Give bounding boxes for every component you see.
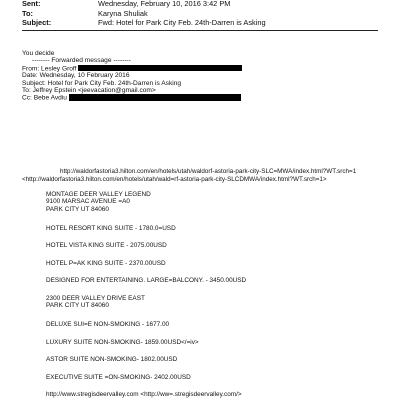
to-value: Karyna Shuliak (98, 8, 148, 18)
rate-vista-king: HOTEL VISTA KING SUITE - 2075.00USD (46, 242, 167, 249)
cc-line (22, 94, 388, 101)
rate-astor: ASTOR SUITE NON-SMOKING- 1802.00USD (46, 356, 178, 363)
date-line: Date: Wednesday, 10 February 2016 (22, 72, 130, 80)
to-line: To: Jeffrey Epstein <jeevacation@gmail.com> (22, 86, 156, 94)
from-line (22, 65, 388, 72)
hotel1-city: PARK CITY UT 84060 (46, 205, 109, 213)
hotel1-street: 9100 MARSAC AVENUE =A0 (46, 198, 130, 206)
hotel2-street: 2300 DEER VALLEY DRIVE EAST (46, 295, 145, 302)
rate-deluxe: DELUXE SUI=E NON-SMOKING - 1677.00 (46, 321, 170, 328)
intro-line: You decide (22, 50, 55, 57)
hotel-url-line-2[interactable]: <http://waldorfastoria3.hilton.com/en/hotels/utah/wald=rf-astoria-park-city-SLCDMWA/index.html?WT.srch=1> (22, 175, 327, 183)
rate-peak-king: HOTEL P=AK KING SUITE - 2370.00USD (46, 259, 166, 267)
header-sent-row (22, 0, 230, 8)
to-label: To: (22, 8, 33, 18)
subject-value: Fwd: Hotel for Park City Feb. 24th-Darren is Asking (98, 18, 266, 27)
rate-resort-king: HOTEL RESORT KING SUITE - 1780.0=USD (46, 225, 176, 232)
cc-text: Cc: Bebe Avdiu (22, 94, 67, 102)
email-body (22, 50, 388, 102)
subject-line: Subject: Hotel for Park City Feb. 24th-Darren is Asking (22, 79, 182, 87)
subject-label: Subject: (22, 18, 52, 27)
sent-value: Wednesday, February 10, 2016 3:42 PM (98, 0, 231, 8)
hotel1-address (46, 191, 151, 213)
hotel2-city: PARK CITY UT 84060 (46, 302, 109, 310)
hotel-url-line-1[interactable]: http://waldorfastoria3.hilton.com/en/hotels/utah/waldorf-astoria-park-city-SLC=MWA/index.html?WT.srch=1 (60, 168, 357, 175)
rate-designed: DESIGNED FOR ENTERTAINING. LARGE=BALCONY. - 3450.00USD (46, 277, 247, 284)
sent-label: Sent: (22, 0, 41, 8)
forwarded-marker: -------- Forwarded message -------- (32, 57, 131, 65)
redaction-bar-cc (69, 94, 241, 100)
redaction-bar-from (78, 65, 242, 71)
rate-luxury: LUXURY SUITE NON-SMOKING- 1859.00USD</=iv> (46, 338, 199, 346)
header-divider (22, 30, 378, 31)
rate-executive: EXECUTIVE SUITE =ON-SMOKING- 2402.00USD (46, 373, 191, 381)
from-text: From: Lesley Groff (22, 65, 77, 73)
header-to-row (22, 9, 148, 18)
header-subject-row (22, 18, 266, 27)
st-regis-url[interactable]: http://www.stregisdeervalley.com <http://ww=.stregisdeervalley.com/> (46, 391, 242, 398)
hotel2-address (46, 295, 145, 310)
hotel1-name: MONTAGE DEER VALLEY LEGEND (46, 191, 151, 198)
